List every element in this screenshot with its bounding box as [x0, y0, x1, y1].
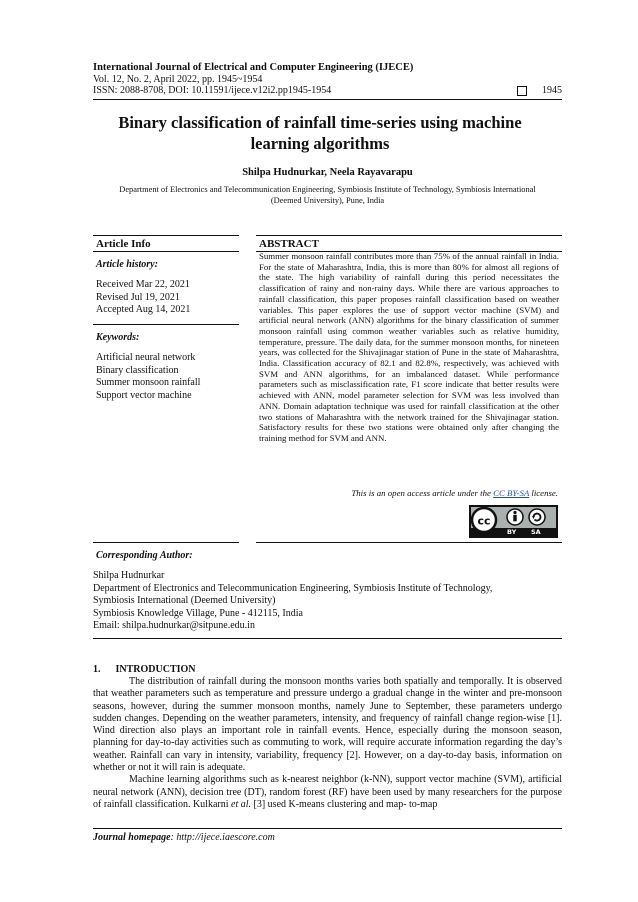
cc-license-badge[interactable] — [469, 505, 558, 538]
affiliation — [100, 184, 555, 206]
homepage-url: : http://ijece.iaescore.com — [170, 832, 275, 843]
title-line-1: Binary classification of rainfall time-series using machine — [118, 113, 522, 132]
homepage-label: Journal homepage — [93, 832, 171, 843]
affiliation-line-1: Department of Electronics and Telecommunication Engineering, Symbiosis Institute of Technology, Symbiosis International — [119, 185, 536, 194]
article-info-heading: Article Info — [96, 238, 151, 250]
introduction-body — [93, 676, 562, 811]
history-received: Received Mar 22, 2021 — [96, 279, 190, 290]
svg-text:cc: cc — [477, 514, 491, 528]
corresponding-univ: Symbiosis International (Deemed University) — [93, 595, 276, 606]
article-history-heading: Article history: — [96, 259, 158, 270]
abstract-bottom-rule — [256, 542, 562, 543]
keyword-item: Support vector machine — [96, 389, 192, 401]
corresponding-details — [93, 570, 492, 633]
paper-title — [100, 112, 540, 154]
journal-name: International Journal of Electrical and Computer Engineering (IJECE) — [93, 62, 414, 73]
cc-by-sa-link[interactable]: CC BY-SA — [493, 488, 530, 498]
intro-p2-text-a: Machine learning algorithms such as k-nearest neighbor (k-NN), support vector machine (SVM), artificial neural network (ANN), decision tree (DT), random forest (RF) have been used by many researchers for the purpose of rainfall classification. Kulkarni — [93, 774, 562, 810]
intro-p2-etal: et al. — [231, 798, 252, 810]
article-info-rule — [93, 251, 239, 252]
keyword-item: Binary classification — [96, 364, 179, 376]
issn-doi: ISSN: 2088-8708, DOI: 10.11591/ijece.v12i2.pp1945-1954 — [93, 85, 332, 96]
badge-sa-label: SA — [531, 528, 541, 536]
keyword-item: Artificial neural network — [96, 352, 196, 363]
history-divider — [93, 324, 239, 325]
corresponding-name: Shilpa Hudnurkar — [93, 570, 165, 581]
open-access-note — [351, 488, 558, 498]
oa-suffix: license. — [529, 488, 558, 498]
article-history-list — [96, 279, 190, 317]
introduction-heading: 1. INTRODUCTION — [93, 664, 196, 675]
keywords-heading: Keywords: — [96, 332, 140, 343]
corresponding-heading: Corresponding Author: — [96, 550, 193, 561]
intro-p2-text-b: [3] used K-means clustering and map- to-map — [251, 798, 438, 810]
page-number: 1945 — [542, 85, 562, 96]
corresponding-address: Symbiosis Knowledge Village, Pune - 412115, India — [93, 607, 303, 619]
history-accepted: Accepted Aug 14, 2021 — [96, 304, 191, 315]
intro-paragraph-2 — [93, 774, 562, 811]
corresponding-dept: Department of Electronics and Telecommunication Engineering, Symbiosis Institute of Technology, — [93, 582, 493, 594]
intro-paragraph-1: The distribution of rainfall during the monsoon months varies both spatially and temporally. It is observed that weather parameters such as temperature and pressure undergo a gradual change in the winter and pre-monsoon seasons, however, during the summer monsoon months, namely June to September, these parameters undergo sudden changes. Depending on the weather parameters, intensity, and frequency of rainfall change region-wise [1]. Wind direction also plays an important role in rainfall events. Hence, especially during the monsoon season, planning for day-to-day activities such as commuting to work, will require accurate information regarding the day’s weather. Rainfall can vary in intensity, variability, frequency [2]. However, on a day-to-day basis, information on whether or not it will rain is adequate. — [93, 676, 562, 774]
corresponding-email: Email: shilpa.hudnurkar@sitpune.edu.in — [93, 620, 255, 631]
oa-prefix: This is an open access article under the — [351, 488, 494, 498]
volume-info: Vol. 12, No. 2, April 2022, pp. 1945~1954 — [93, 74, 263, 85]
corresponding-bottom-rule — [93, 638, 562, 639]
article-info-top-rule — [93, 235, 239, 236]
title-line-2: learning algorithms — [250, 134, 390, 153]
abstract-heading: ABSTRACT — [259, 238, 319, 250]
checkbox-icon — [517, 86, 527, 96]
authors: Shilpa Hudnurkar, Neela Rayavarapu — [242, 167, 413, 178]
journal-homepage[interactable] — [93, 832, 275, 843]
abstract-top-rule — [256, 235, 562, 236]
keywords-list — [96, 352, 200, 402]
article-info-bottom-rule — [93, 542, 239, 543]
abstract-text: Summer monsoon rainfall contributes more than 75% of the annual rainfall in India. For the state of Maharashtra, India, this is more than 80% for almost all regions of the state. The high variability of rainfall during this period necessitates the classification of rainy and non-rainy days. While there are various approaches to rainfall classification, this paper proposes rainfall classification based on weather variables. This paper explores the use of support vector machine (SVM) and artificial neural network (ANN) algorithms for the binary classification of summer monsoon rainfall using common weather variables such as relative humidity, temperature, pressure. The daily data, for the summer monsoon months, for nineteen years, was collected for the Shivajinagar station of Pune in the state of Maharashtra, India. Classification accuracy of 82.1 and 82.8%, respectively, was achieved with SVM and ANN algorithms, for an imbalanced dataset. While performance parameters such as misclassification rate, F1 score indicate that better results were achieved with ANN, model parameter selection for SVM was less involved than ANN. Domain adaptation technique was used for rainfall classification at the other two stations of Maharashtra with the network trained for the Shivajinagar station. Satisfactory results for these two stations were obtained only after changing the training method for SVM and ANN. — [259, 251, 559, 443]
badge-by-label: BY — [507, 528, 517, 536]
keyword-item: Summer monsoon rainfall — [96, 377, 201, 388]
footer-divider — [93, 828, 562, 829]
header-divider — [93, 99, 562, 100]
history-revised: Revised Jul 19, 2021 — [96, 291, 180, 303]
affiliation-line-2: (Deemed University), Pune, India — [270, 196, 385, 205]
